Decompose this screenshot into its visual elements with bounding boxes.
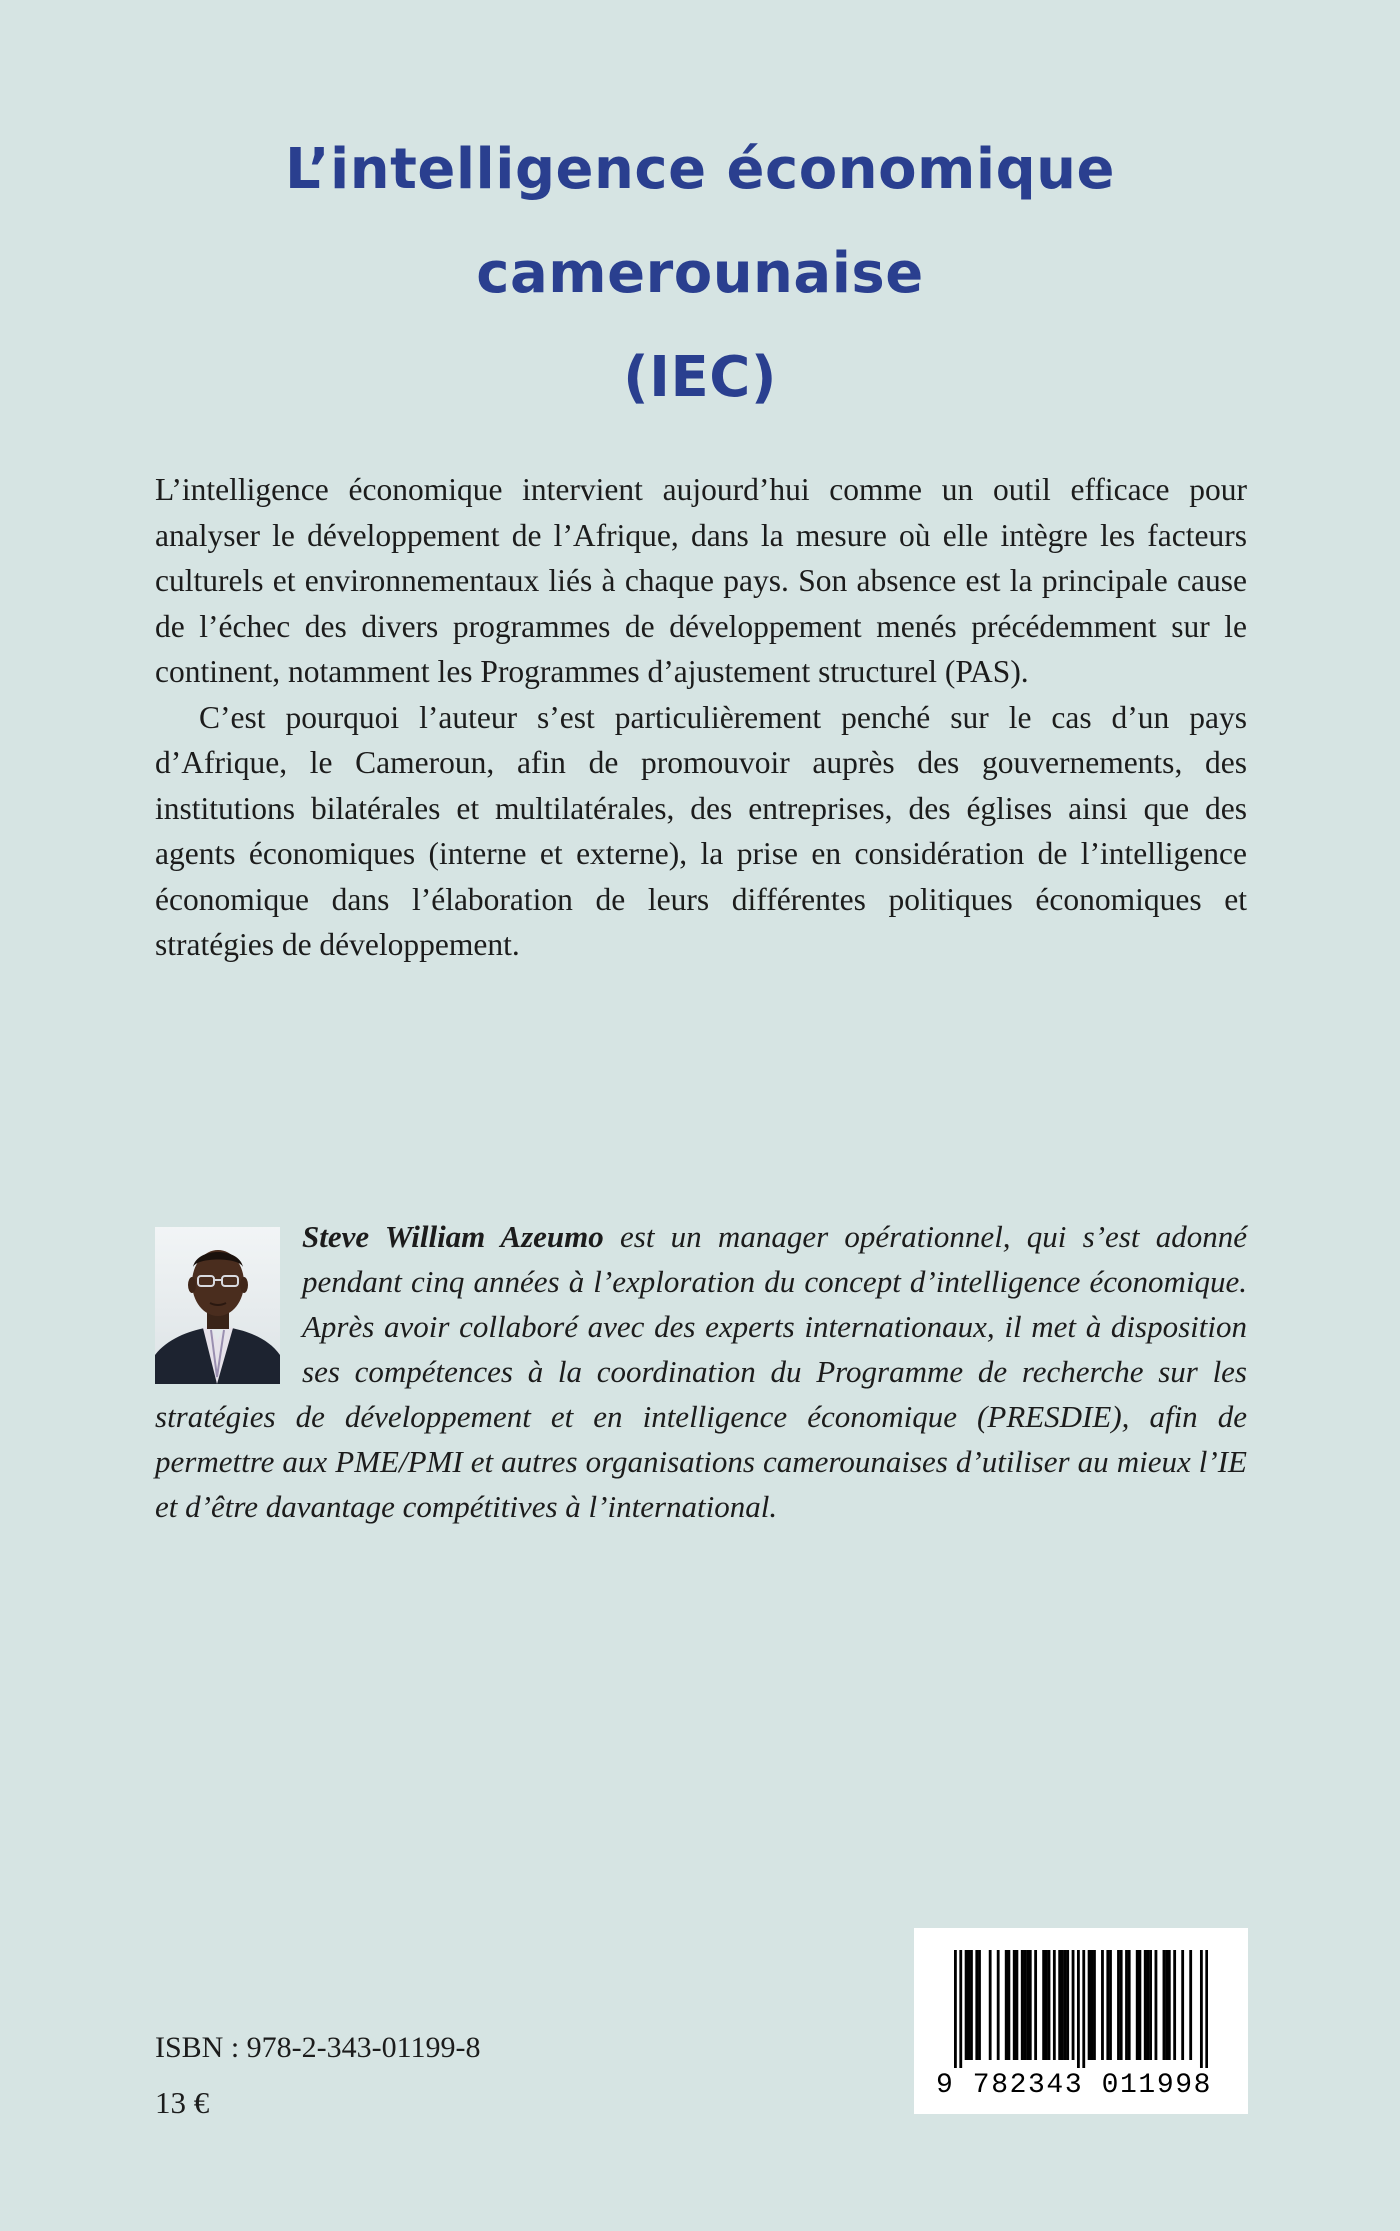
barcode-bar (1128, 1950, 1131, 2060)
isbn: ISBN : 978-2-343-01199-8 (155, 2031, 481, 2064)
barcode-bar (1061, 1950, 1064, 2060)
barcode-bar (1109, 1950, 1112, 2060)
barcode-bar (1155, 1950, 1158, 2060)
barcode-bar (1066, 1950, 1069, 2060)
barcode-bar (1205, 1950, 1208, 2068)
book-summary (155, 467, 1247, 968)
barcode-bar (1015, 1950, 1018, 2060)
barcode-bar (1064, 1950, 1067, 2060)
barcode-bar (954, 1950, 957, 2068)
title-line-3: (IEC) (623, 345, 777, 410)
barcode-bar (1093, 1950, 1096, 2060)
barcode-bar (1034, 1950, 1037, 2060)
barcode-bar (978, 1950, 981, 2060)
barcode-bar (1163, 1950, 1166, 2060)
barcode-bar (1149, 1950, 1152, 2060)
barcode-bar (989, 1950, 992, 2060)
barcode-digits: 9 782343 011998 (936, 2070, 1213, 2101)
barcode-bar (1117, 1950, 1120, 2060)
author-bio (155, 1214, 1247, 1529)
barcode-bar (1053, 1950, 1056, 2060)
barcode-bar (1058, 1950, 1061, 2060)
barcode-bar (1072, 1950, 1075, 2060)
barcode-bar (1013, 1950, 1016, 2060)
barcode-bar (1189, 1950, 1192, 2060)
barcode-bar (967, 1950, 970, 2060)
barcode-bar (1125, 1950, 1128, 2060)
barcode-bar (1077, 1950, 1080, 2068)
barcode-bar (1082, 1950, 1085, 2068)
barcode-bar (1173, 1950, 1176, 2060)
barcode-bar (1101, 1950, 1104, 2060)
barcode-bar (1088, 1950, 1091, 2060)
barcode-bar (1090, 1950, 1093, 2060)
author-photo (155, 1227, 280, 1384)
barcode-bar (1168, 1950, 1171, 2060)
barcode-bar (1024, 1950, 1027, 2060)
author-name: Steve William Azeumo (302, 1219, 604, 1254)
title-line-2: camerounaise (476, 241, 924, 306)
barcode-bar (1048, 1950, 1051, 2060)
barcode-bar (975, 1950, 978, 2060)
barcode-bar (1136, 1950, 1139, 2060)
author-bio-text: est un manager opérationnel, qui s’est adonné pendant cinq années à l’exploration du concept d’intelligence économique. Après avoir collaboré avec des experts internationaux, il met à disposition ses compétences à la coordination du Programme de recherche sur les stratégies de développement et en intelligence économique (PRESDIE), afin de permettre aux PME/PMI et autres organisations camerounaises d’utiliser au mieux l’IE et d’être davantage compétitives à l’international. (155, 1219, 1247, 1524)
barcode-bar (1005, 1950, 1008, 2060)
barcode-bar (1029, 1950, 1032, 2060)
barcode-bar (1021, 1950, 1024, 2060)
barcode-bars (954, 1950, 1208, 2068)
summary-paragraph-1: L’intelligence économique intervient aujourd’hui comme un outil efficace pour analyser le développement de l’Afrique, dans la mesure où elle intègre les facteurs culturels et environnementaux liés à chaque pays. Son absence est la principale cause de l’échec des divers programmes de développement menés précédemment sur le continent, notamment les Programmes d’ajustement structurel (PAS). (155, 472, 1247, 689)
barcode-bar (1106, 1950, 1109, 2060)
barcode-bar (1138, 1950, 1141, 2060)
barcode-bar (1144, 1950, 1147, 2060)
summary-paragraph-2: C’est pourquoi l’auteur s’est particulièrement penché sur le cas d’un pays d’Afrique, le Cameroun, afin de promouvoir auprès des gouvernements, des institutions bilatérales et multilatérales, des entreprises, des églises ainsi que des agents économiques (interne et externe), la prise en considération de l’intelligence économique dans l’élaboration de leurs différentes politiques économiques et stratégies de développement. (155, 699, 1247, 962)
barcode-bar (1200, 1950, 1203, 2068)
barcode-bar (1045, 1950, 1048, 2060)
title-line-1: L’intelligence économique (284, 137, 1116, 202)
barcode-bar (1007, 1950, 1010, 2060)
barcode-bar (970, 1950, 973, 2060)
barcode-bar (1165, 1950, 1168, 2060)
barcode-bar (959, 1950, 962, 2068)
price: 13 € (155, 2085, 210, 2120)
barcode-bar (1181, 1950, 1184, 2060)
barcode (914, 1928, 1248, 2114)
barcode-bar (1120, 1950, 1123, 2060)
book-title (200, 118, 1200, 430)
barcode-bar (997, 1950, 1000, 2060)
barcode-bar (1147, 1950, 1150, 2060)
barcode-bar (1042, 1950, 1045, 2060)
barcode-bar (1026, 1950, 1029, 2060)
barcode-bar (965, 1950, 968, 2060)
